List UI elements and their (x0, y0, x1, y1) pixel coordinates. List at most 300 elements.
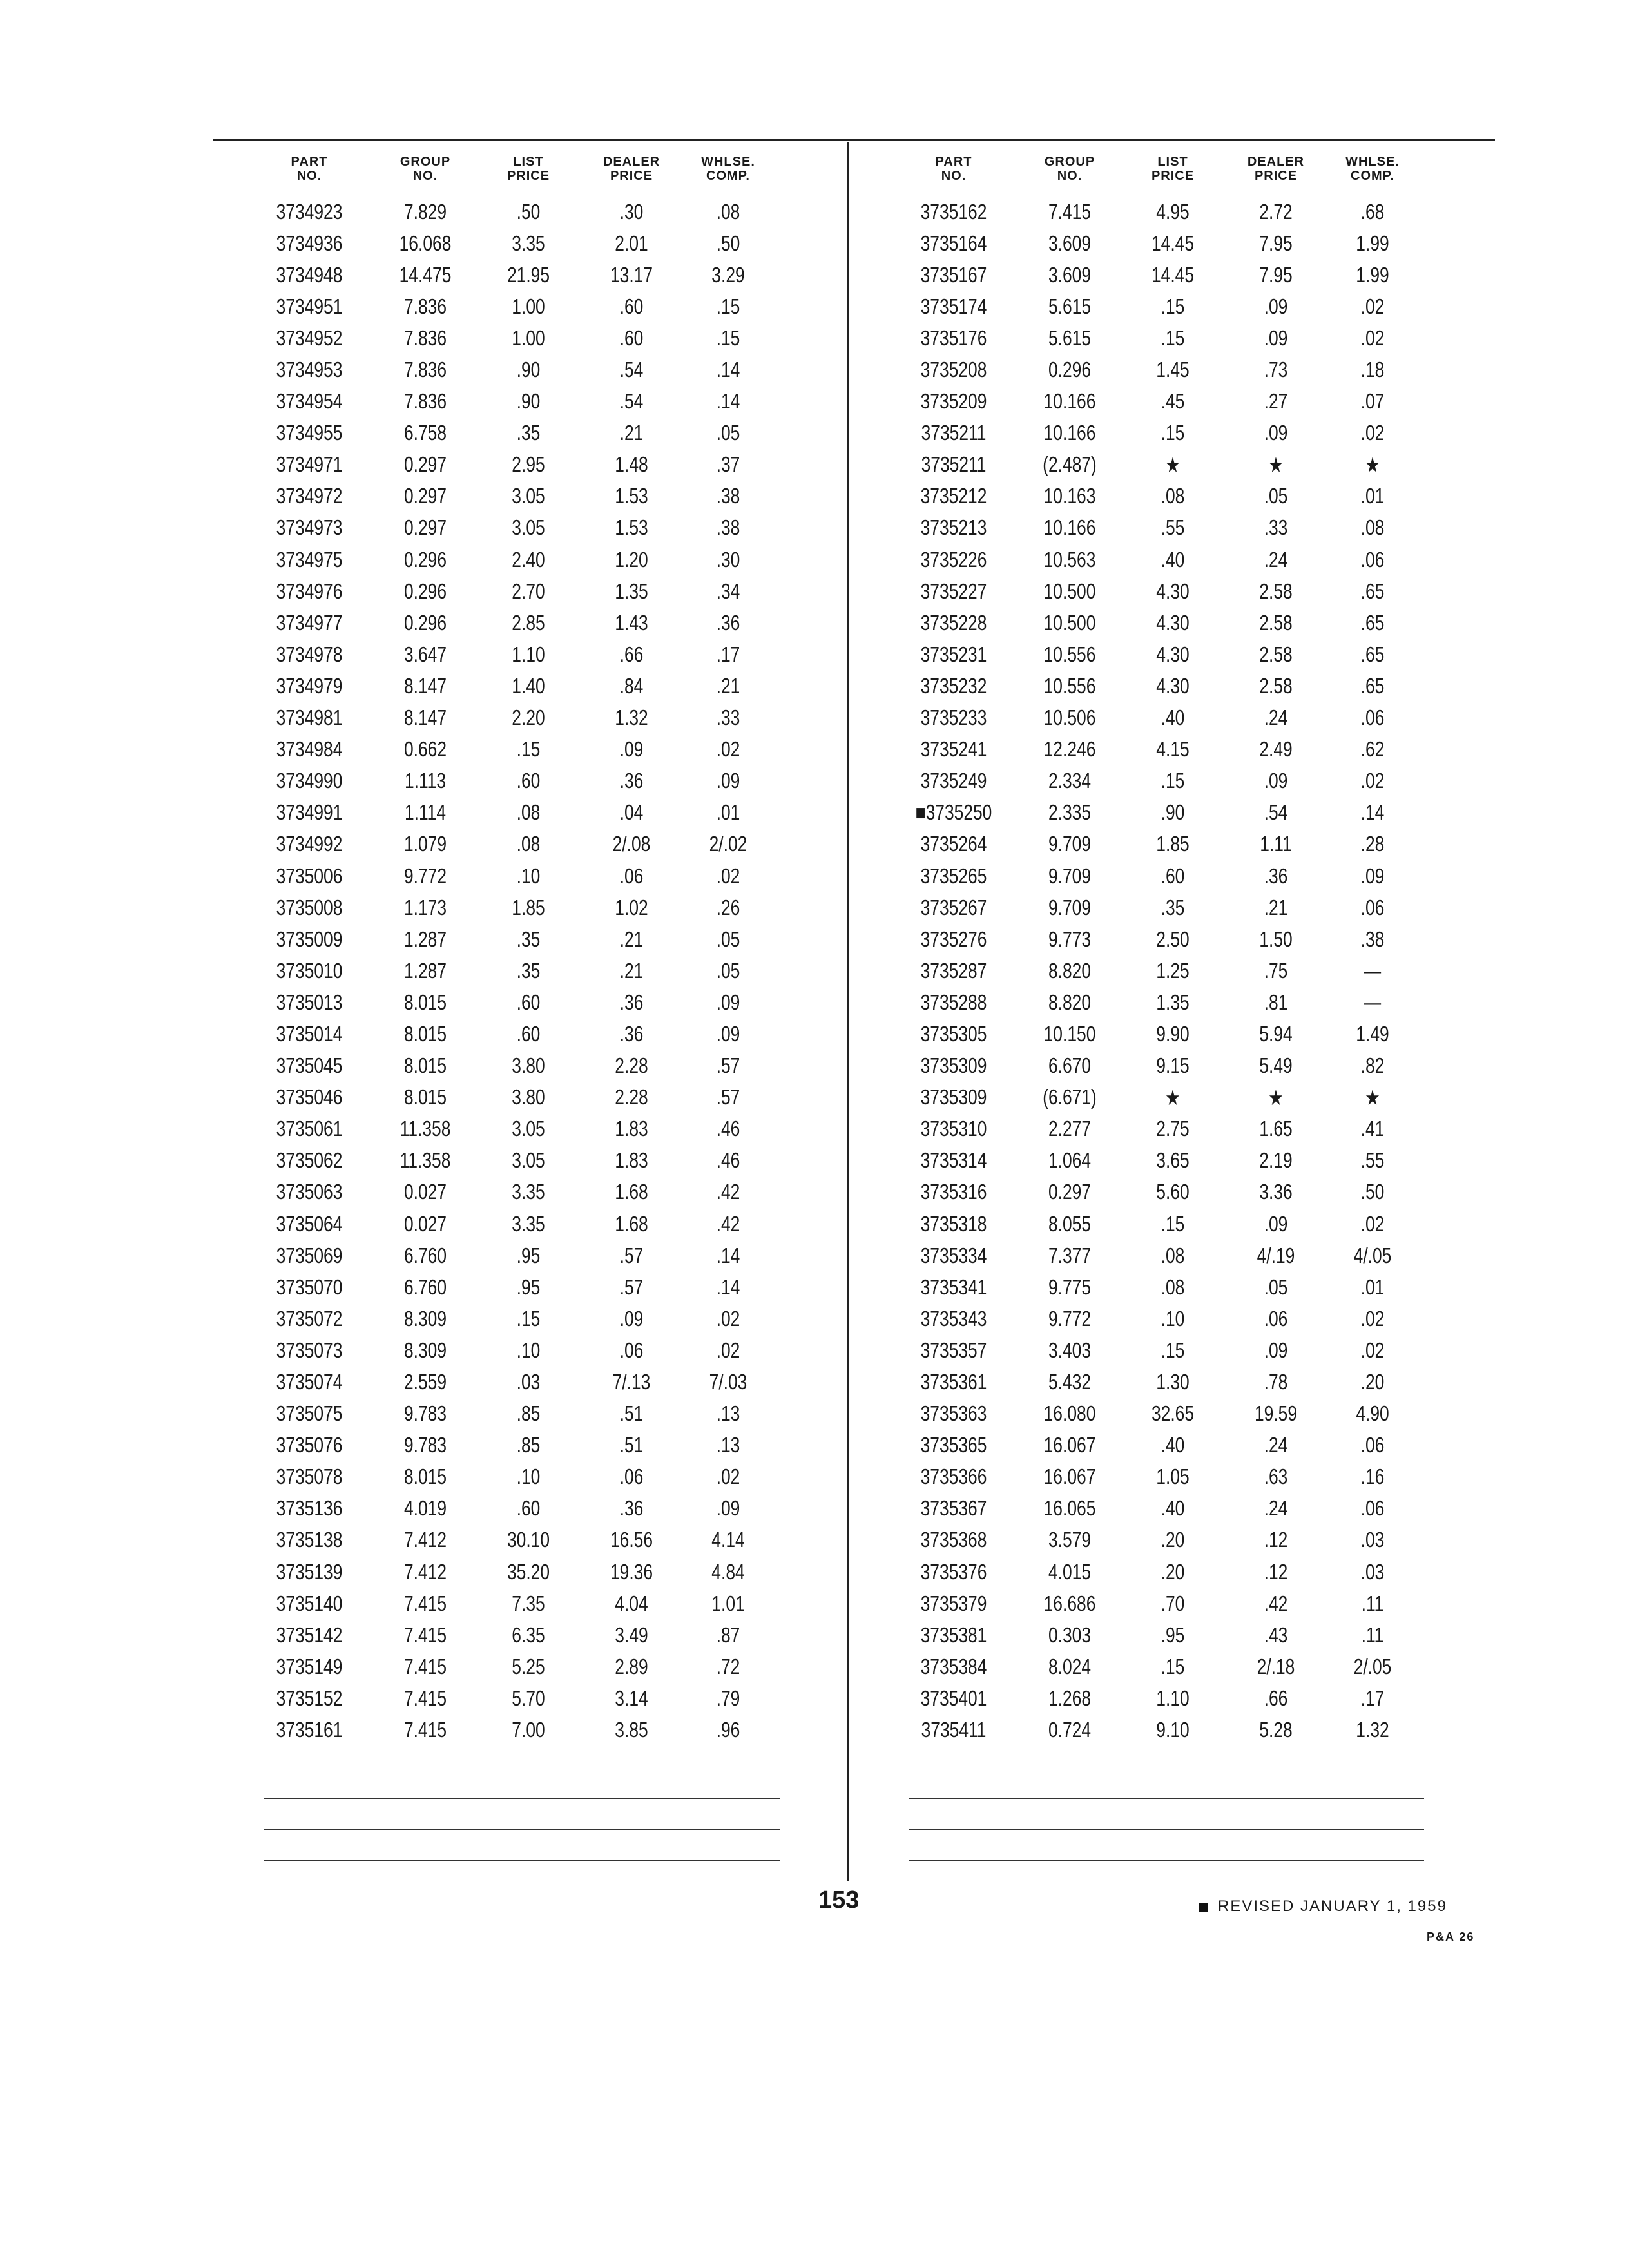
cell-dealer-price: .57 (619, 1243, 644, 1267)
cell-whlse-comp: .57 (716, 1085, 740, 1110)
cell-list-price: .20 (1161, 1528, 1185, 1552)
cell-list-price: .10 (516, 1465, 541, 1489)
cell-dealer-price: ★ (1268, 452, 1284, 477)
cell-part-no: 3735309 (920, 1053, 987, 1078)
cell-group-no: 0.296 (403, 579, 447, 603)
cell-part-no: 3735368 (920, 1528, 987, 1552)
cell-list-price: 3.80 (512, 1053, 545, 1078)
table-row (245, 1682, 773, 1714)
cell-dealer-price: 1.53 (615, 484, 648, 508)
cell-group-no: 0.296 (403, 610, 447, 635)
cell-part-no: 3735139 (276, 1559, 343, 1584)
cell-list-price: 3.35 (512, 231, 545, 255)
cell-group-no: 2.335 (1048, 800, 1092, 825)
cell-dealer-price: 2.19 (1259, 1148, 1293, 1173)
cell-dealer-price: 1.65 (1259, 1117, 1293, 1141)
cell-group-no: 8.015 (403, 1085, 447, 1110)
cell-dealer-price: .43 (1264, 1622, 1288, 1647)
cell-list-price: .15 (1161, 1211, 1185, 1236)
cell-dealer-price: .09 (1264, 1211, 1288, 1236)
cell-dealer-price: 4/.19 (1257, 1243, 1295, 1267)
cell-dealer-price: 5.94 (1259, 1021, 1293, 1046)
cell-list-price: 9.10 (1156, 1718, 1190, 1742)
cell-part-no: ■3735250 (915, 800, 992, 825)
cell-group-no: 7.836 (403, 325, 447, 350)
cell-dealer-price: .24 (1264, 547, 1288, 572)
table-row (889, 670, 1418, 702)
cell-list-price: 3.05 (512, 484, 545, 508)
cell-dealer-price: .33 (1264, 515, 1288, 540)
cell-whlse-comp: .65 (1360, 610, 1385, 635)
table-row (889, 797, 1418, 829)
cell-whlse-comp: .05 (716, 958, 740, 983)
table-row (245, 386, 773, 418)
cell-whlse-comp: 1.01 (711, 1591, 745, 1615)
cell-dealer-price: .60 (619, 325, 644, 350)
table-row (245, 196, 773, 227)
table-row (889, 639, 1418, 670)
table-row (245, 1715, 773, 1746)
cell-list-price: .35 (516, 958, 541, 983)
cell-group-no: 7.415 (403, 1654, 447, 1678)
cell-group-no: (2.487) (1043, 452, 1097, 477)
cell-part-no: 3735013 (276, 990, 343, 1014)
table-row (245, 1177, 773, 1208)
header-part-no: PART NO. (291, 155, 328, 183)
cell-group-no: 7.415 (403, 1622, 447, 1647)
table-row (889, 1398, 1418, 1430)
cell-whlse-comp: .38 (716, 484, 740, 508)
table-row (889, 418, 1418, 449)
cell-group-no: 8.015 (403, 990, 447, 1014)
cell-list-price: .60 (516, 990, 541, 1014)
cell-whlse-comp: .37 (716, 452, 740, 477)
cell-dealer-price: .24 (1264, 1496, 1288, 1521)
table-row (889, 702, 1418, 734)
table-row (889, 1619, 1418, 1651)
cell-dealer-price: .09 (619, 737, 644, 762)
cell-list-price: .08 (1161, 484, 1185, 508)
table-row (889, 1208, 1418, 1240)
column-divider (847, 142, 849, 1881)
cell-list-price: 2.70 (512, 579, 545, 603)
cell-list-price: 3.80 (512, 1085, 545, 1110)
table-row (245, 702, 773, 734)
cell-dealer-price: 2.58 (1259, 610, 1293, 635)
cell-group-no: 7.415 (403, 1718, 447, 1742)
table-row (245, 418, 773, 449)
table-row (889, 544, 1418, 575)
cell-part-no: 3735226 (920, 547, 987, 572)
cell-part-no: 3734990 (276, 769, 343, 793)
table-row (889, 1556, 1418, 1588)
cell-dealer-price: .12 (1264, 1528, 1288, 1552)
cell-part-no: 3735138 (276, 1528, 343, 1552)
table-row (889, 1240, 1418, 1271)
cell-list-price: 14.45 (1151, 231, 1195, 255)
cell-group-no: 0.027 (403, 1211, 447, 1236)
cell-list-price: .50 (516, 199, 541, 224)
cell-group-no: 8.015 (403, 1465, 447, 1489)
cell-part-no: 3735076 (276, 1433, 343, 1457)
table-row (889, 765, 1418, 797)
cell-group-no: 7.412 (403, 1559, 447, 1584)
cell-group-no: 10.166 (1043, 421, 1096, 445)
cell-part-no: 3735227 (920, 579, 987, 603)
cell-whlse-comp: .02 (1360, 421, 1385, 445)
cell-list-price: 1.40 (512, 673, 545, 698)
table-row (889, 892, 1418, 923)
cell-list-price: .15 (516, 737, 541, 762)
cell-whlse-comp: .06 (1360, 1496, 1385, 1521)
table-row (245, 765, 773, 797)
cell-dealer-price: .51 (619, 1401, 644, 1426)
cell-list-price: 4.30 (1156, 642, 1190, 666)
cell-part-no: 3734991 (276, 800, 343, 825)
cell-dealer-price: .78 (1264, 1370, 1288, 1394)
cell-list-price: .03 (516, 1370, 541, 1394)
cell-dealer-price: 1.83 (615, 1117, 648, 1141)
cell-dealer-price: .04 (619, 800, 644, 825)
cell-list-price: .40 (1161, 1433, 1185, 1457)
cell-dealer-price: 4.04 (615, 1591, 648, 1615)
cell-list-price: 1.25 (1156, 958, 1190, 983)
table-row (889, 575, 1418, 607)
cell-part-no: 3735310 (920, 1117, 987, 1141)
cell-part-no: 3735208 (920, 358, 987, 382)
cell-part-no: 3734936 (276, 231, 343, 255)
cell-group-no: 8.309 (403, 1306, 447, 1331)
cell-group-no: 7.415 (1048, 199, 1092, 224)
table-header (245, 155, 773, 196)
table-row (245, 797, 773, 829)
cell-dealer-price: 3.49 (615, 1622, 648, 1647)
cell-whlse-comp: .46 (716, 1117, 740, 1141)
cell-list-price: .10 (516, 863, 541, 888)
cell-dealer-price: 1.32 (615, 706, 648, 730)
table-row (245, 1303, 773, 1334)
cell-whlse-comp: .06 (1360, 1433, 1385, 1457)
cell-group-no: 9.709 (1048, 863, 1092, 888)
cell-list-price: 6.35 (512, 1622, 545, 1647)
cell-dealer-price: .12 (1264, 1559, 1288, 1584)
cell-whlse-comp: 4.14 (711, 1528, 745, 1552)
cell-part-no: 3735381 (920, 1622, 987, 1647)
cell-whlse-comp: .09 (716, 769, 740, 793)
cell-group-no: 0.662 (403, 737, 447, 762)
cell-list-price: .10 (516, 1338, 541, 1362)
cell-whlse-comp: .57 (716, 1053, 740, 1078)
cell-list-price: 35.20 (506, 1559, 550, 1584)
table-row (245, 1398, 773, 1430)
cell-part-no: 3735318 (920, 1211, 987, 1236)
cell-group-no: 16.067 (1043, 1433, 1096, 1457)
header-group-no: GROUP NO. (1044, 155, 1095, 183)
cell-part-no: 3734971 (276, 452, 343, 477)
cell-whlse-comp: .02 (1360, 325, 1385, 350)
table-row (245, 860, 773, 892)
cell-whlse-comp: .02 (716, 863, 740, 888)
cell-whlse-comp: 1.99 (1356, 231, 1389, 255)
table-row (245, 892, 773, 923)
table-row (889, 1461, 1418, 1493)
cell-list-price: 21.95 (506, 262, 550, 287)
cell-part-no: 3735211 (921, 421, 987, 445)
cell-whlse-comp: .02 (716, 1465, 740, 1489)
cell-group-no: 16.065 (1043, 1496, 1096, 1521)
blank-line (264, 1798, 780, 1799)
cell-dealer-price: .54 (619, 358, 644, 382)
cell-whlse-comp: 4/.05 (1353, 1243, 1392, 1267)
cell-dealer-price: .05 (1264, 484, 1288, 508)
cell-group-no: 0.296 (403, 547, 447, 572)
cell-whlse-comp: .03 (1360, 1528, 1385, 1552)
cell-whlse-comp: .34 (716, 579, 740, 603)
cell-list-price: .60 (516, 1021, 541, 1046)
cell-group-no: 1.113 (404, 769, 447, 793)
table-row (245, 1208, 773, 1240)
cell-part-no: 3734972 (276, 484, 343, 508)
table-row (245, 734, 773, 765)
cell-dealer-price: 16.56 (610, 1528, 653, 1552)
cell-whlse-comp: .02 (1360, 1211, 1385, 1236)
cell-whlse-comp: .87 (716, 1622, 740, 1647)
cell-list-price: 4.15 (1156, 737, 1190, 762)
cell-part-no: 3735136 (276, 1496, 343, 1521)
table-row (889, 734, 1418, 765)
cell-group-no: 8.024 (1048, 1654, 1092, 1678)
cell-part-no: 3735231 (920, 642, 987, 666)
table-row (889, 1524, 1418, 1556)
cell-list-price: .40 (1161, 1496, 1185, 1521)
header-group-no: GROUP NO. (400, 155, 451, 183)
cell-group-no: 1.287 (403, 958, 447, 983)
cell-group-no: 7.415 (403, 1591, 447, 1615)
cell-whlse-comp: .05 (716, 927, 740, 951)
table-row (245, 1145, 773, 1177)
cell-whlse-comp: .01 (716, 800, 740, 825)
cell-part-no: 3735365 (920, 1433, 987, 1457)
cell-whlse-comp: .38 (716, 515, 740, 540)
cell-group-no: 8.015 (403, 1053, 447, 1078)
cell-dealer-price: 1.68 (615, 1211, 648, 1236)
cell-dealer-price: .42 (1264, 1591, 1288, 1615)
cell-part-no: 3735314 (920, 1148, 987, 1173)
cell-group-no: 4.015 (1048, 1559, 1092, 1584)
header-dealer-price: DEALER PRICE (1247, 155, 1305, 183)
cell-group-no: 2.559 (403, 1370, 447, 1394)
cell-list-price: .85 (516, 1433, 541, 1457)
cell-part-no: 3735062 (276, 1148, 343, 1173)
cell-part-no: 3735334 (920, 1243, 987, 1267)
cell-dealer-price: .66 (619, 642, 644, 666)
cell-part-no: 3735213 (920, 515, 987, 540)
cell-whlse-comp: .79 (716, 1686, 740, 1710)
table-row (889, 481, 1418, 512)
cell-dealer-price: 1.35 (615, 579, 648, 603)
table-row (245, 227, 773, 259)
cell-whlse-comp: .02 (1360, 1338, 1385, 1362)
cell-group-no: 4.019 (403, 1496, 447, 1521)
cell-list-price: 30.10 (506, 1528, 550, 1552)
cell-whlse-comp: .08 (1360, 515, 1385, 540)
table-row (245, 955, 773, 986)
cell-part-no: 3735149 (276, 1654, 343, 1678)
cell-part-no: 3735064 (276, 1211, 343, 1236)
table-row (889, 955, 1418, 986)
cell-whlse-comp: 1.99 (1356, 262, 1389, 287)
cell-part-no: 3735078 (276, 1465, 343, 1489)
table-row (245, 1556, 773, 1588)
table-row (889, 1651, 1418, 1682)
header-list-price: LIST PRICE (506, 155, 550, 183)
cell-list-price: 2.50 (1156, 927, 1190, 951)
table-row (245, 449, 773, 481)
cell-list-price: .90 (1161, 800, 1185, 825)
cell-whlse-comp: .65 (1360, 673, 1385, 698)
cell-whlse-comp: — (1364, 990, 1382, 1014)
table-row (889, 860, 1418, 892)
cell-dealer-price: .09 (1264, 325, 1288, 350)
cell-whlse-comp: .15 (716, 325, 740, 350)
cell-dealer-price: 19.59 (1254, 1401, 1298, 1426)
cell-list-price: .15 (516, 1306, 541, 1331)
cell-list-price: 5.70 (512, 1686, 545, 1710)
cell-list-price: .55 (1161, 515, 1185, 540)
cell-whlse-comp: .08 (716, 199, 740, 224)
cell-dealer-price: .51 (619, 1433, 644, 1457)
cell-list-price: .10 (1161, 1306, 1185, 1331)
cell-part-no: 3735376 (920, 1559, 987, 1584)
cell-whlse-comp: 4.90 (1356, 1401, 1389, 1426)
cell-dealer-price: 1.02 (615, 895, 648, 919)
cell-part-no: 3735384 (920, 1654, 987, 1678)
cell-whlse-comp: .21 (716, 673, 740, 698)
table-row (889, 386, 1418, 418)
cell-dealer-price: .09 (1264, 1338, 1288, 1362)
cell-list-price: 2.95 (512, 452, 545, 477)
cell-part-no: 3735209 (920, 389, 987, 414)
cell-whlse-comp: .65 (1360, 642, 1385, 666)
cell-list-price: 3.05 (512, 1148, 545, 1173)
cell-part-no: 3734981 (276, 706, 343, 730)
cell-list-price: 1.05 (1156, 1465, 1190, 1489)
cell-group-no: 7.836 (403, 294, 447, 318)
cell-dealer-price: .21 (619, 958, 644, 983)
cell-group-no: 8.015 (403, 1021, 447, 1046)
cell-dealer-price: 1.20 (615, 547, 648, 572)
cell-whlse-comp: .65 (1360, 579, 1385, 603)
cell-dealer-price: 1.50 (1259, 927, 1293, 951)
cell-dealer-price: .36 (619, 1021, 644, 1046)
cell-whlse-comp: .06 (1360, 547, 1385, 572)
cell-group-no: 3.647 (403, 642, 447, 666)
cell-whlse-comp: .02 (716, 1338, 740, 1362)
cell-list-price: .20 (1161, 1559, 1185, 1584)
cell-whlse-comp: .42 (716, 1211, 740, 1236)
cell-dealer-price: 1.11 (1260, 832, 1292, 856)
cell-whlse-comp: .02 (1360, 1306, 1385, 1331)
cell-dealer-price: .75 (1264, 958, 1288, 983)
table-row (889, 1303, 1418, 1334)
table-row (245, 923, 773, 955)
cell-part-no: 3735070 (276, 1274, 343, 1299)
table-row (245, 1619, 773, 1651)
table-row (245, 575, 773, 607)
table-row (245, 1271, 773, 1303)
cell-part-no: 3735152 (276, 1686, 343, 1710)
cell-part-no: 3735174 (920, 294, 987, 318)
cell-part-no: 3735176 (920, 325, 987, 350)
cell-part-no: 3734976 (276, 579, 343, 603)
cell-group-no: 0.297 (1048, 1180, 1092, 1204)
cell-part-no: 3735211 (921, 452, 987, 477)
cell-whlse-comp: .28 (1360, 832, 1385, 856)
cell-whlse-comp: .14 (716, 358, 740, 382)
cell-whlse-comp: 2/.02 (709, 832, 747, 856)
section-code: P&A 26 (1427, 1930, 1475, 1943)
table-row (889, 1145, 1418, 1177)
cell-whlse-comp: .02 (1360, 294, 1385, 318)
table-row (245, 1588, 773, 1619)
cell-part-no: 3735228 (920, 610, 987, 635)
cell-dealer-price: 3.85 (615, 1718, 648, 1742)
table-row (889, 227, 1418, 259)
cell-group-no: 1.079 (403, 832, 447, 856)
cell-group-no: 1.268 (1048, 1686, 1092, 1710)
table-row (245, 1524, 773, 1556)
table-header (889, 155, 1418, 196)
cell-dealer-price: 1.48 (615, 452, 648, 477)
revision-text: REVISED JANUARY 1, 1959 (1218, 1898, 1447, 1915)
cell-list-price: 3.05 (512, 515, 545, 540)
table-row (889, 1082, 1418, 1113)
cell-whlse-comp: .14 (716, 1274, 740, 1299)
cell-part-no: 3735367 (920, 1496, 987, 1521)
cell-list-price: ★ (1165, 1085, 1181, 1110)
cell-part-no: 3735045 (276, 1053, 343, 1078)
cell-group-no: 1.064 (1048, 1148, 1092, 1173)
cell-list-price: .60 (516, 769, 541, 793)
cell-part-no: 3735010 (276, 958, 343, 983)
cell-list-price: 2.20 (512, 706, 545, 730)
cell-part-no: 3735009 (276, 927, 343, 951)
table-row (889, 1177, 1418, 1208)
cell-whlse-comp: 7/.03 (709, 1370, 747, 1394)
cell-group-no: 0.303 (1048, 1622, 1092, 1647)
cell-group-no: 6.758 (403, 421, 447, 445)
cell-whlse-comp: .72 (716, 1654, 740, 1678)
cell-dealer-price: 2.28 (615, 1053, 648, 1078)
cell-dealer-price: 3.14 (615, 1686, 648, 1710)
cell-list-price: .40 (1161, 547, 1185, 572)
cell-dealer-price: .06 (1264, 1306, 1288, 1331)
cell-part-no: 3734923 (276, 199, 343, 224)
cell-part-no: 3734979 (276, 673, 343, 698)
cell-whlse-comp: .14 (1360, 800, 1385, 825)
cell-group-no: 8.820 (1048, 990, 1092, 1014)
cell-group-no: 1.287 (403, 927, 447, 951)
table-row (245, 322, 773, 354)
cell-whlse-comp: .05 (716, 421, 740, 445)
cell-part-no: 3735164 (920, 231, 987, 255)
cell-part-no: 3735379 (920, 1591, 987, 1615)
cell-whlse-comp: 1.32 (1356, 1718, 1389, 1742)
cell-group-no: 5.615 (1048, 294, 1092, 318)
cell-dealer-price: .36 (619, 769, 644, 793)
cell-whlse-comp: ★ (1365, 452, 1380, 477)
cell-whlse-comp: 3.29 (711, 262, 745, 287)
